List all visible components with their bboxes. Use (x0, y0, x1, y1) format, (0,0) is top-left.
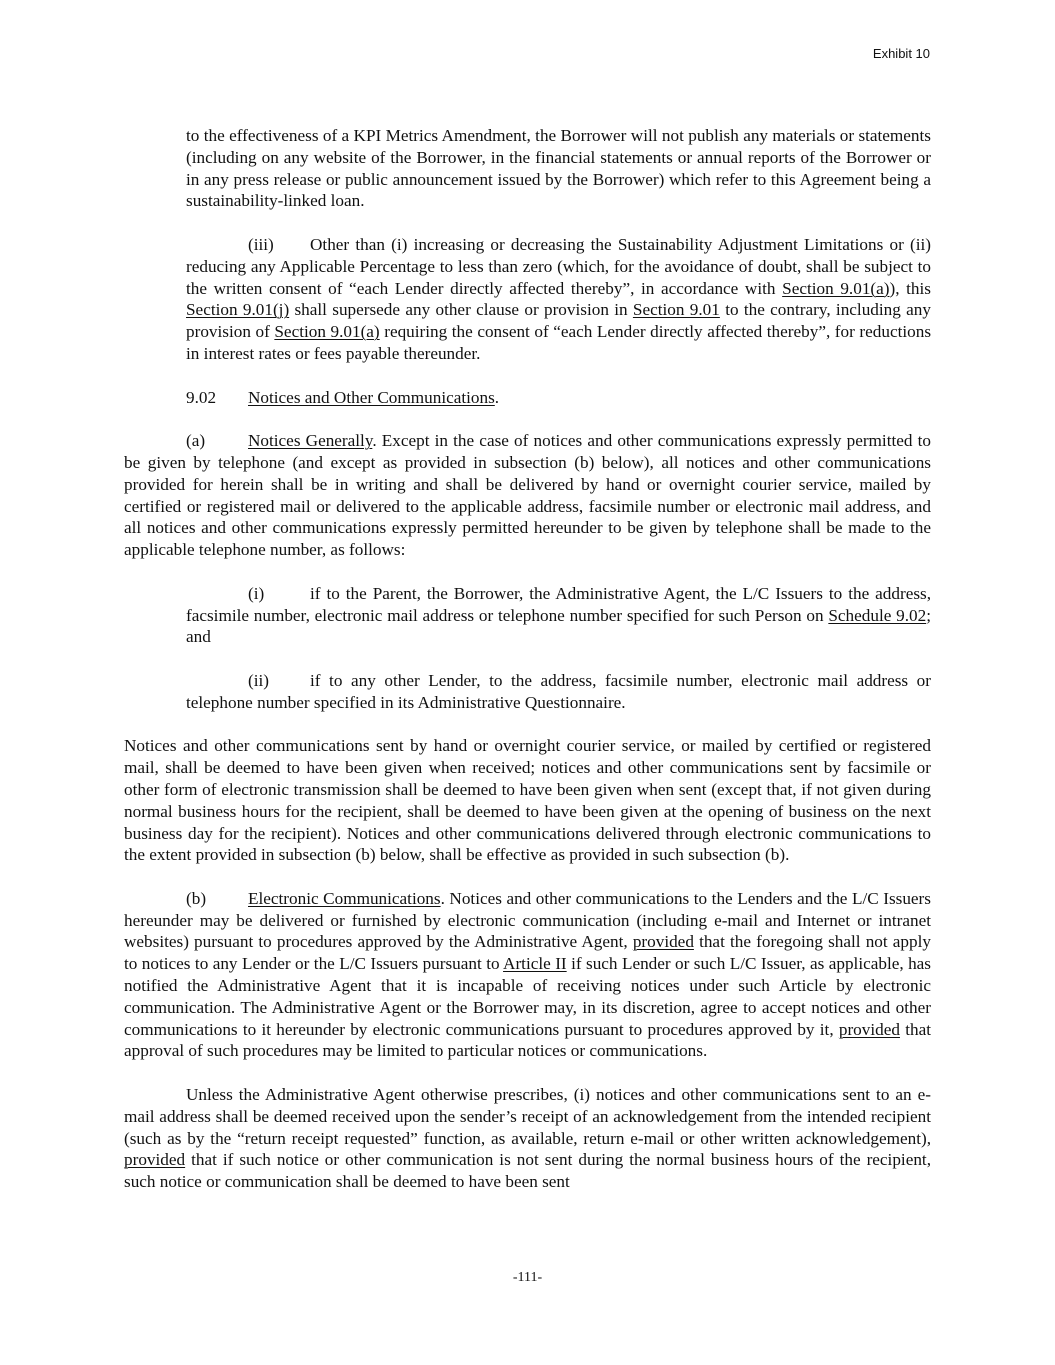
paragraph-text: to the effectiveness of a KPI Metrics Amendment, the Borrower will not publish any materials or statements (including on any website of the Borrower, in the financial statements or annual reports of the Borrower or in any press release or public announcement issued by the Borrower) which refer to this Agreement being a sustainability-linked loan. (186, 126, 931, 211)
paragraph-9-01-j-iii (186, 234, 931, 365)
paragraph-notice-parent (186, 583, 931, 648)
cross-reference-link[interactable]: Section 9.01(j) (186, 300, 290, 320)
section-title: Notices and Other Communications (248, 387, 495, 407)
text-run: if to any other Lender, to the address, facsimile number, electronic mail address or telephone number specified in its Administrative Questionnaire. (186, 670, 931, 712)
text-run: . Except in the case of notices and other communications expressly permitted to be given by telephone (and except as provided in subsection (b) below), all notices and other communications provided for herein shall be in writing and shall be delivered by hand or overnight courier service, mailed by certified or registered mail or delivered to the applicable address, facsimile number or electronic mail address, and all notices and other communications expressly permitted hereunder to be given by telephone shall be made to the applicable telephone number, as follows: (124, 431, 932, 560)
cross-reference-link[interactable]: Schedule 9.02 (828, 605, 927, 625)
page-number: -111- (512, 1270, 543, 1285)
text-run: . (494, 387, 500, 407)
text-run: to the contrary, including any provision of (186, 300, 931, 342)
text-run: that the foregoing shall not apply to notices to any Lender or the L/C Issuers pursuant to (124, 932, 931, 974)
clause-marker: (a) (186, 431, 206, 451)
paragraph-kpi-continuation (186, 125, 931, 212)
text-run: . Notices and other communications to the Lenders and the L/C Issuers hereunder may be delivered or furnished by electronic communication (including e-mail and Internet or intranet websites) pursuant to procedures approved by the Administrative Agent, (124, 888, 931, 952)
subsection-heading: Electronic Communications (248, 888, 441, 908)
exhibit-label: Exhibit 10 (872, 46, 930, 61)
emphasis-provided: provided (124, 1150, 186, 1170)
text-run: ; and (186, 605, 931, 647)
cross-reference-link[interactable]: Section 9.01(a) (782, 278, 890, 298)
text-run: that if such notice or other communication is not sent during the normal business hours of the recipient, such notice or communication shall be deemed to have been sent (124, 1150, 931, 1192)
clause-marker: (ii) (248, 670, 269, 690)
section-heading-9-02 (124, 387, 931, 409)
text-run: if such Lender or such L/C Issuer, as applicable, has notified the Administrative Agent that it is incapable of receiving notices under such Article by electronic communication. The Administrative Agent or the Borrower may, in its discretion, agree to accept notices and other communications to it hereunder by electronic communications pursuant to procedures approved by it, (124, 954, 931, 1039)
section-number: 9.02 (186, 387, 217, 407)
clause-marker: (b) (186, 888, 207, 908)
paragraph-notice-lender (186, 670, 931, 714)
paragraph-text: Notices and other communications sent by hand or overnight courier service, or mailed by certified or registered mail, shall be deemed to have been given when received; notices and other communications sent by facsimile or other form of electronic transmission shall be deemed to have been given when sent (except that, if not given during normal business hours for the recipient, shall be deemed to have been given at the opening of business on the next business day for the recipient). Notices and other communications delivered through electronic communications to the extent provided in subsection (b) below, shall be effective as provided in such subsection (b). (124, 736, 931, 865)
text-run: Unless the Administrative Agent otherwise prescribes, (i) notices and other communications sent to an e-mail address shall be deemed received upon the sender’s receipt of an acknowledgement from the intended recipient (such as by the “return receipt requested” function, as available, return e-mail or other written acknowledgement), (124, 1085, 931, 1148)
subsection-heading: Notices Generally (248, 431, 373, 451)
text-run: requiring the consent of “each Lender directly affected thereby”, for reductions in interest rates or fees payable thereunder. (186, 322, 932, 363)
text-run: that approval of such procedures may be limited to particular notices or communications. (124, 1019, 931, 1061)
cross-reference-link[interactable]: Section 9.01(a) (274, 322, 380, 342)
text-run: shall supersede any other clause or provision in (289, 300, 633, 320)
clause-marker: (iii) (248, 234, 274, 254)
cross-reference-link[interactable]: Section 9.01 (632, 300, 720, 320)
emphasis-provided: provided (838, 1019, 900, 1039)
paragraph-notices-generally (124, 430, 931, 561)
cross-reference-link[interactable]: Article II (503, 954, 567, 974)
paragraph-electronic-communications (124, 888, 931, 1062)
text-run: if to the Parent, the Borrower, the Administrative Agent, the L/C Issuers to the address, facsimile number, electronic mail address or telephone number specified for such Person on (186, 583, 931, 625)
document-body (124, 125, 931, 1215)
paragraph-email-receipt (124, 1084, 931, 1193)
clause-marker: (i) (248, 583, 265, 603)
text-run: Other than (i) increasing or decreasing the Sustainability Adjustment Limitations or (ii) reducing any Applicable Percentage to less than zero (which, for the avoidance of doubt, shall be subject to the written consent of “each Lender directly affected thereby”, in accordance with (186, 234, 931, 298)
emphasis-provided: provided (632, 932, 694, 952)
text-run: ), this (889, 278, 931, 298)
paragraph-notice-effectiveness (124, 735, 931, 866)
